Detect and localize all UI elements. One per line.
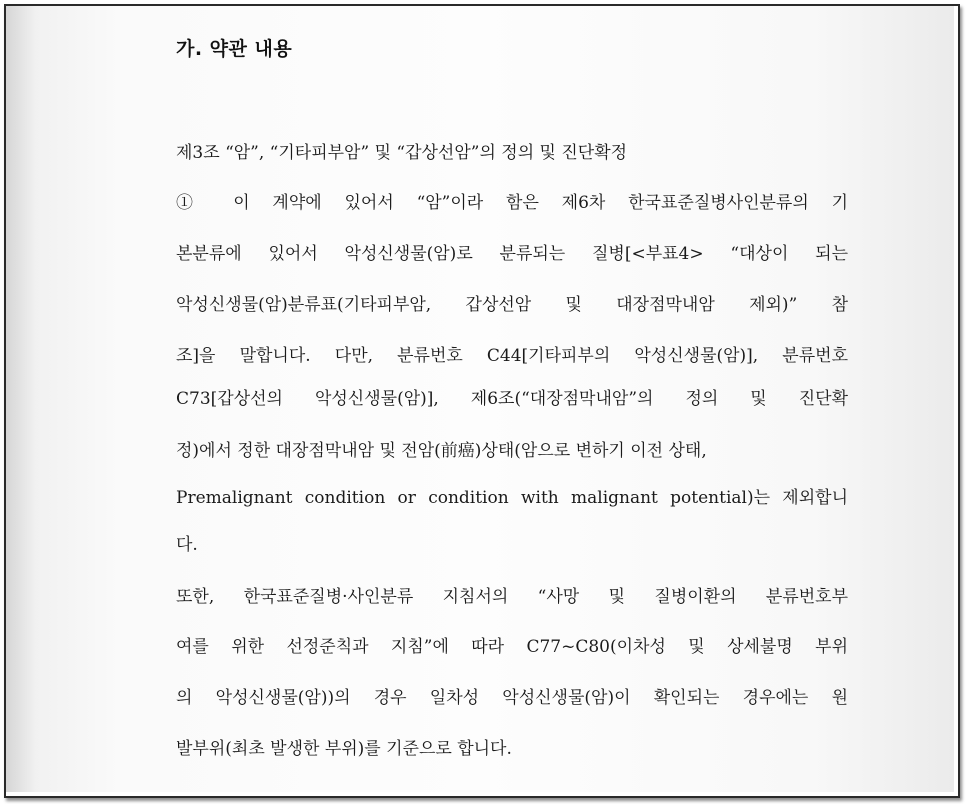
text-line: 악성신생물(암)분류표(기타피부암, 갑상선암 및 대장점막내암 제외)” 참 xyxy=(176,295,848,315)
text-line: 정)에서 정한 대장점막내암 및 전암(前癌)상태(암으로 변하기 이전 상태, xyxy=(176,441,707,461)
text-line: 여를 위한 선정준칙과 지침”에 따라 C77~C80(이차성 및 상세불명 부위 xyxy=(176,637,848,657)
text-line: 다. xyxy=(176,535,198,555)
text-line: Premalignant condition or condition with malignant potential)는 제외합니 xyxy=(176,488,848,508)
text-line: 조]을 말합니다. 다만, 분류번호 C44[기타피부의 악성신생물(암)], 분류번호 xyxy=(176,346,848,366)
text-line: 또한, 한국표준질병·사인분류 지침서의 “사망 및 질병이환의 분류번호부 xyxy=(176,587,848,607)
text-line: C73[갑상선의 악성신생물(암)], 제6조(“대장점막내암”의 정의 및 진단확 xyxy=(176,389,848,409)
text-line: 의 악성신생물(암))의 경우 일차성 악성신생물(암)이 확인되는 경우에는 원 xyxy=(176,688,848,708)
text-line: 본분류에 있어서 악성신생물(암)로 분류되는 질병[<부표4> “대상이 되는 xyxy=(176,244,848,264)
text-line: ① 이 계약에 있어서 “암”이라 함은 제6차 한국표준질병사인분류의 기 xyxy=(176,193,848,213)
paper-sheet xyxy=(6,6,954,792)
photo-frame xyxy=(4,4,960,798)
paper-edge-shadow xyxy=(6,6,36,792)
article-title: 제3조 “암”, “기타피부암” 및 “갑상선암”의 정의 및 진단확정 xyxy=(176,143,628,163)
section-heading: 가. 약관 내용 xyxy=(176,38,293,60)
text-line: 발부위(최초 발생한 부위)를 기준으로 합니다. xyxy=(176,739,512,759)
